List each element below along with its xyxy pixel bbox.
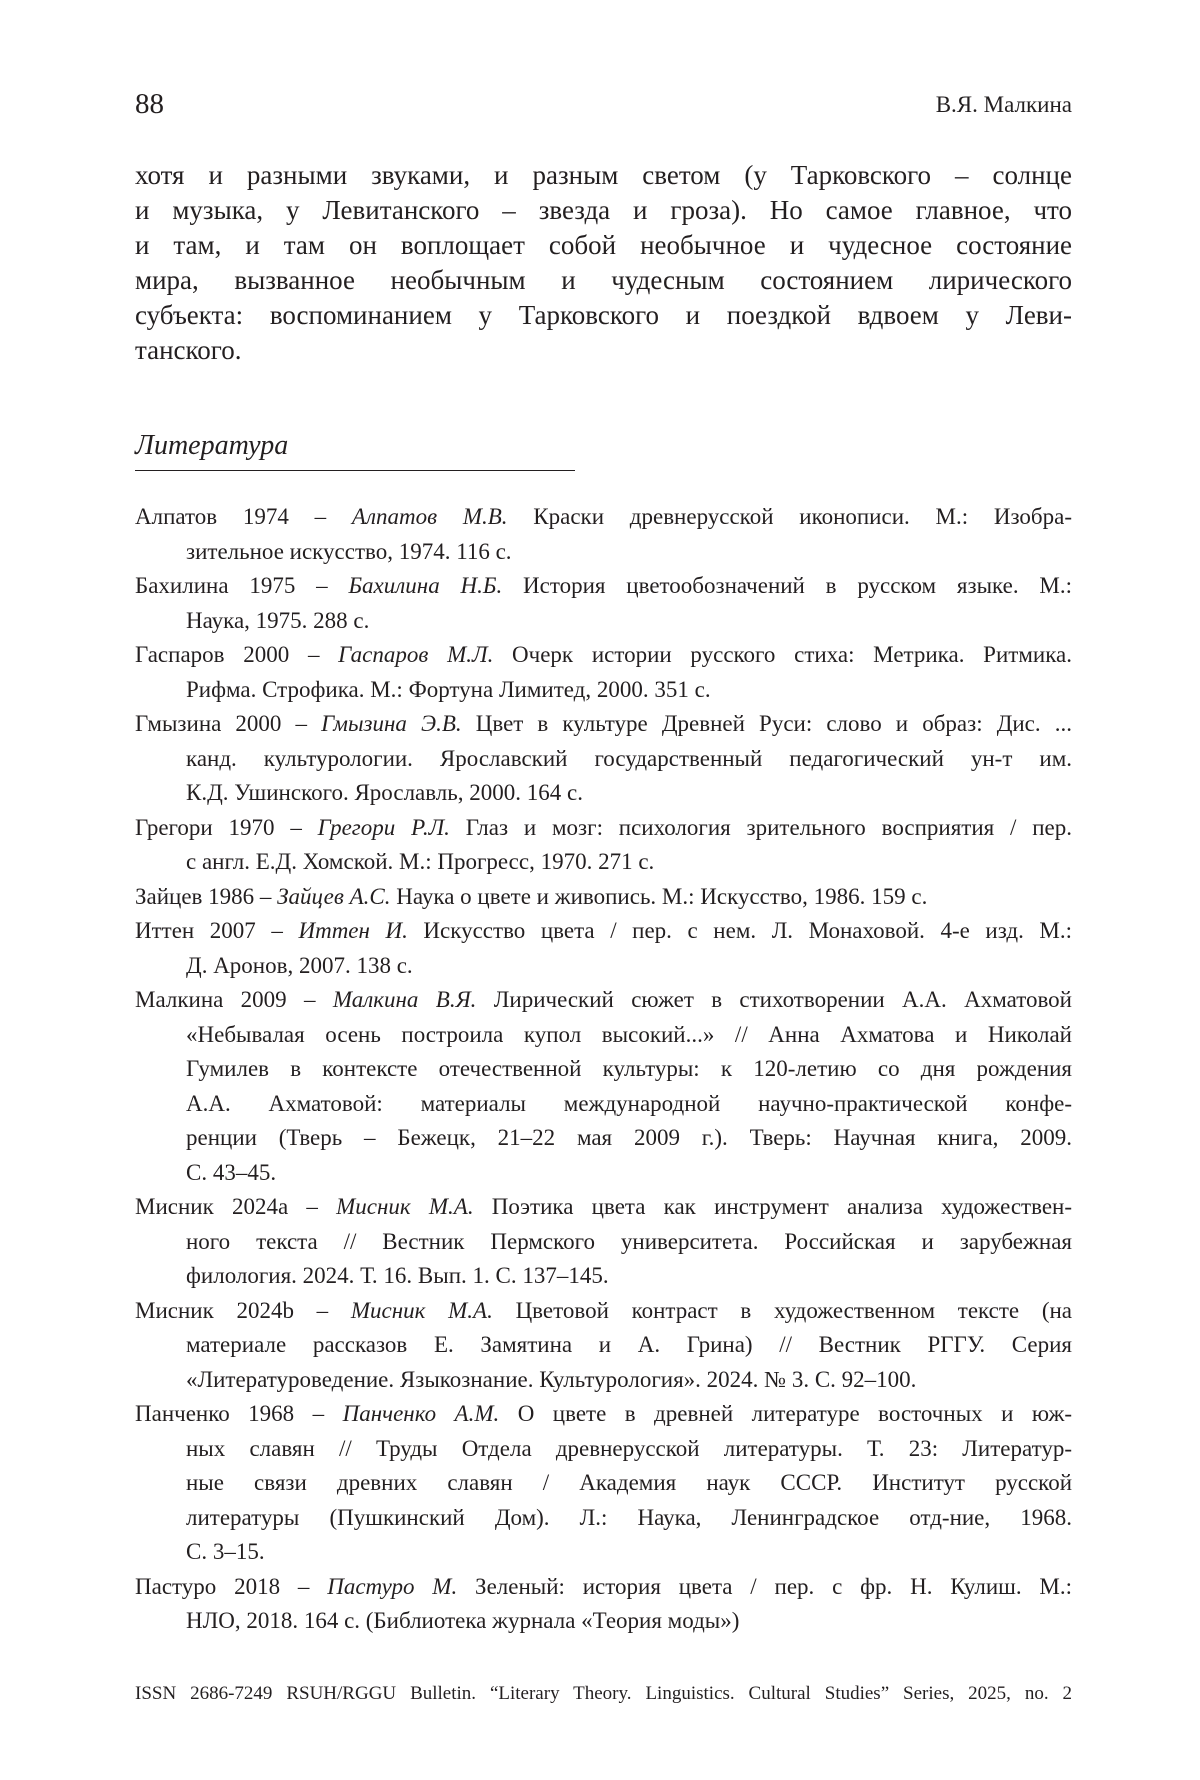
- reference-line: А.А. Ахматовой: материалы международной научно-практической конфе-: [186, 1090, 1072, 1116]
- reference-text: Краски древнерусской иконописи. М.: Изобра-: [507, 504, 1072, 529]
- reference-line: Гумилев в контексте отечественной культуры: к 120-летию со дня рождения: [186, 1056, 1072, 1081]
- reference-first-line: [135, 983, 1072, 1018]
- reference-author: Панченко А.М.: [342, 1401, 500, 1426]
- reference-author: Грегори Р.Л.: [317, 814, 450, 840]
- reference-author: Иттен И.: [298, 918, 408, 943]
- reference-author: Зайцев А.С.: [277, 883, 391, 909]
- reference-entry: [135, 1190, 1072, 1294]
- reference-key: Малкина 2009 –: [135, 987, 333, 1012]
- reference-author: Мисник М.А.: [336, 1194, 474, 1219]
- reference-line: «Литературоведение. Языкознание. Культурология». 2024. № 3. С. 92–100.: [186, 1366, 917, 1392]
- reference-key: Зайцев 1986 –: [135, 883, 278, 909]
- running-head-author: В.Я. Малкина: [935, 92, 1072, 117]
- reference-first-line: [135, 1190, 1072, 1225]
- reference-line: С. 43–45.: [186, 1159, 277, 1185]
- reference-key: Бахилина 1975 –: [135, 573, 349, 598]
- reference-key: Гаспаров 2000 –: [135, 642, 339, 667]
- reference-line: с англ. Е.Д. Хомской. М.: Прогресс, 1970. 271 с.: [186, 849, 655, 874]
- reference-list: [135, 500, 1072, 1639]
- reference-line: ного текста // Вестник Пермского университета. Российская и зарубежная: [186, 1228, 1072, 1254]
- reference-line: Наука, 1975. 288 с.: [186, 607, 370, 633]
- reference-first-line: [135, 880, 1072, 915]
- body-line: и там, и там он воплощает собой необычное и чудесное состояние: [135, 230, 1072, 260]
- reference-key: Иттен 2007 –: [135, 918, 299, 943]
- reference-text: Искусство цвета / пер. с нем. Л. Монаховой. 4-е изд. М.:: [407, 918, 1073, 943]
- section-heading-literature: Литература: [135, 430, 289, 461]
- page-number: 88: [135, 88, 164, 120]
- reference-entry: [135, 1294, 1072, 1398]
- reference-first-line: [135, 638, 1072, 673]
- reference-entry: [135, 707, 1072, 811]
- reference-line: канд. культурологии. Ярославский государственный педагогический ун-т им.: [186, 745, 1072, 771]
- reference-line: ренции (Тверь – Бежецк, 21–22 мая 2009 г.). Тверь: Научная книга, 2009.: [186, 1125, 1072, 1150]
- reference-text: Лирический сюжет в стихотворении А.А. Ахматовой: [476, 987, 1072, 1012]
- reference-author: Гаспаров М.Л.: [338, 642, 494, 667]
- reference-key: Панченко 1968 –: [135, 1401, 343, 1426]
- reference-line: НЛО, 2018. 164 с. (Библиотека журнала «Теория моды»): [186, 1608, 740, 1633]
- reference-line: литературы (Пушкинский Дом). Л.: Наука, Ленинградское отд-ние, 1968.: [186, 1504, 1072, 1530]
- reference-author: Пастуро М.: [327, 1573, 458, 1599]
- reference-first-line: [135, 1397, 1072, 1432]
- reference-first-line: [135, 569, 1072, 604]
- body-line: и музыка, у Левитанского – звезда и гроза). Но самое главное, что: [135, 195, 1072, 225]
- reference-entry: [135, 983, 1072, 1190]
- reference-entry: [135, 569, 1072, 638]
- reference-key: Алпатов 1974 –: [135, 504, 352, 529]
- reference-entry: [135, 500, 1072, 569]
- reference-text: Наука о цвете и живопись. М.: Искусство, 1986. 159 с.: [390, 883, 928, 909]
- reference-line: Рифма. Строфика. М.: Фортуна Лимитед, 2000. 351 с.: [186, 676, 711, 702]
- reference-key: Гмызина 2000 –: [135, 711, 322, 736]
- reference-line: К.Д. Ушинского. Ярославль, 2000. 164 с.: [186, 780, 583, 805]
- reference-author: Бахилина Н.Б.: [348, 573, 503, 598]
- reference-first-line: [135, 707, 1072, 742]
- heading-underline: [135, 470, 575, 471]
- reference-line: Д. Аронов, 2007. 138 с.: [186, 952, 413, 978]
- reference-line: «Небывалая осень построила купол высокий...» // Анна Ахматова и Николай: [186, 1021, 1072, 1047]
- reference-line: ных славян // Труды Отдела древнерусской литературы. Т. 23: Литератур-: [186, 1435, 1072, 1461]
- reference-text: Очерк истории русского стиха: Метрика. Ритмика.: [493, 642, 1072, 667]
- reference-line: материале рассказов Е. Замятина и А. Грина) // Вестник РГГУ. Серия: [186, 1332, 1072, 1357]
- reference-line: С. 3–15.: [186, 1539, 265, 1564]
- reference-author: Малкина В.Я.: [332, 987, 477, 1012]
- reference-line: ные связи древних славян / Академия наук СССР. Институт русской: [186, 1470, 1072, 1495]
- reference-key: Мисник 2024a –: [135, 1194, 337, 1219]
- reference-key: Грегори 1970 –: [135, 814, 318, 840]
- reference-author: Мисник М.А.: [350, 1297, 493, 1323]
- reference-entry: [135, 914, 1072, 983]
- body-line: мира, вызванное необычным и чудесным состоянием лирического: [135, 265, 1072, 295]
- reference-text: Глаз и мозг: психология зрительного восприятия / пер.: [449, 814, 1073, 840]
- reference-text: Поэтика цвета как инструмент анализа художествен-: [473, 1194, 1073, 1219]
- reference-entry: [135, 1397, 1072, 1570]
- reference-first-line: [135, 914, 1072, 949]
- reference-first-line: [135, 1570, 1072, 1605]
- journal-footer: ISSN 2686-7249 RSUH/RGGU Bulletin. “Literary Theory. Linguistics. Cultural Studies” Series, 2025, no. 2: [135, 1683, 1072, 1704]
- reference-first-line: [135, 811, 1072, 846]
- reference-author: Гмызина Э.В.: [321, 711, 462, 736]
- reference-entry: [135, 880, 1072, 915]
- reference-text: Зеленый: история цвета / пер. с фр. Н. Кулиш. М.:: [457, 1573, 1073, 1599]
- reference-text: Цвет в культуре Древней Руси: слово и образ: Дис. ...: [461, 711, 1072, 736]
- reference-author: Алпатов М.В.: [351, 504, 508, 529]
- reference-first-line: [135, 500, 1072, 535]
- body-line: танского.: [135, 335, 242, 365]
- reference-entry: [135, 1570, 1072, 1639]
- reference-key: Пастуро 2018 –: [135, 1573, 328, 1599]
- body-line: хотя и разными звуками, и разным светом (у Тарковского – солнце: [135, 160, 1072, 190]
- reference-line: зительное искусство, 1974. 116 с.: [186, 538, 512, 564]
- reference-text: Цветовой контраст в художественном тексте (на: [492, 1297, 1073, 1323]
- reference-first-line: [135, 1294, 1072, 1329]
- reference-entry: [135, 811, 1072, 880]
- reference-text: О цвете в древней литературе восточных и юж-: [499, 1401, 1073, 1426]
- reference-line: филология. 2024. Т. 16. Вып. 1. С. 137–145.: [186, 1263, 609, 1288]
- reference-text: История цветообозначений в русском языке. М.:: [502, 573, 1073, 598]
- body-paragraph: [135, 158, 1072, 368]
- reference-key: Мисник 2024b –: [135, 1297, 351, 1323]
- reference-entry: [135, 638, 1072, 707]
- body-line: субъекта: воспоминанием у Тарковского и поездкой вдвоем у Леви-: [135, 300, 1072, 330]
